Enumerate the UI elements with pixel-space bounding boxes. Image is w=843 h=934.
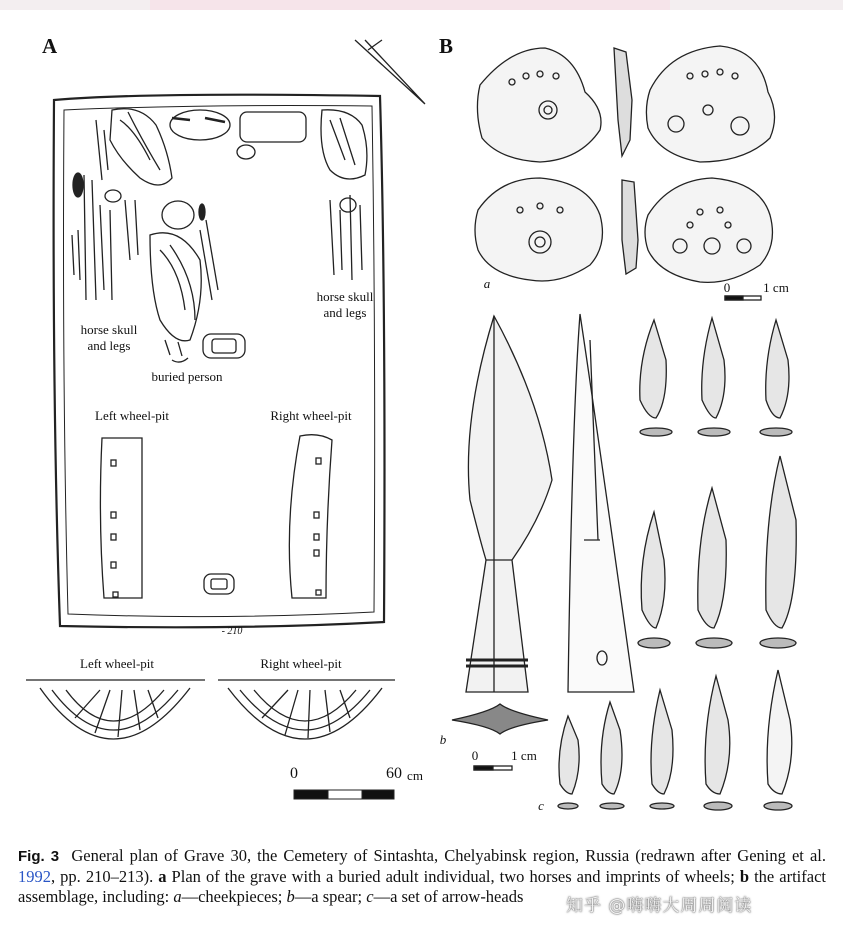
panel-label-a: A [42,34,58,58]
panel-label-b: B [439,34,454,58]
spear-scale-end: 1 cm [511,748,537,763]
cheekpiece-4 [645,178,772,282]
horse-skeleton-left [72,109,172,300]
caption-text-7: —a set of arrow-heads [373,887,524,906]
horse-skeleton-right [321,110,367,280]
cheekpiece-2 [646,46,774,162]
label-item-a: a [483,276,491,291]
plan-scale-bar [294,790,394,799]
label-depth: - 210 [221,626,243,637]
label-horse-left: horse skull and legs [80,322,138,353]
cheek-scale-start: 0 [723,280,731,295]
cheekpiece-3 [475,178,602,281]
label-wheel-left: Left wheel-pit [80,656,154,671]
caption-item-a: a [173,887,182,906]
right-wheel-pit [289,435,332,598]
cheekpiece-scale-bar [725,296,761,300]
buried-person [150,201,218,362]
caption-bold-b: b [739,867,750,886]
caption-fig-label: Fig. 3 [18,848,60,865]
caption-item-b: b [286,887,295,906]
caption-text-1: General plan of Grave 30, the Cemetery of Sintashta, Chelyabinsk region, Russia (redrawn after Gening et al. [71,846,826,865]
caption-text-4: the artifact assemblage, including: [18,867,826,906]
north-arrow-icon [355,40,425,104]
caption-text-5: —cheekpieces; [181,887,287,906]
scale-unit: cm [407,768,423,783]
cheek-scale-end: 1 cm [763,280,789,295]
spear-scale-bar [474,766,512,770]
label-item-c: c [538,798,544,813]
left-wheel-imprint [26,680,205,739]
spear-scale-start: 0 [471,748,479,763]
caption-text-2: , pp. 210–213). [51,867,159,886]
scale-end: 60 [386,765,402,782]
label-item-b: b [439,732,447,747]
caption-item-c: c [366,887,374,906]
watermark: 知乎 @嗨嗨大周周阅读 [566,896,753,916]
label-right-wheel-pit: Right wheel-pit [270,408,352,423]
scale-start: 0 [290,765,298,782]
label-wheel-right: Right wheel-pit [260,656,342,671]
cheekpiece-1 [477,48,601,162]
left-wheel-pit [100,438,142,598]
caption-text-3: Plan of the grave with a buried adult individual, two horses and imprints of wheels; [166,867,740,886]
label-left-wheel-pit: Left wheel-pit [95,408,169,423]
label-horse-right: horse skull and legs [316,289,374,320]
spear-drawing [452,314,634,734]
citation-link[interactable]: 1992 [18,867,51,886]
caption-bold-a: a [158,867,167,886]
label-buried-person: buried person [151,369,223,384]
right-wheel-imprint [218,680,395,739]
caption-text-6: —a spear; [294,887,367,906]
